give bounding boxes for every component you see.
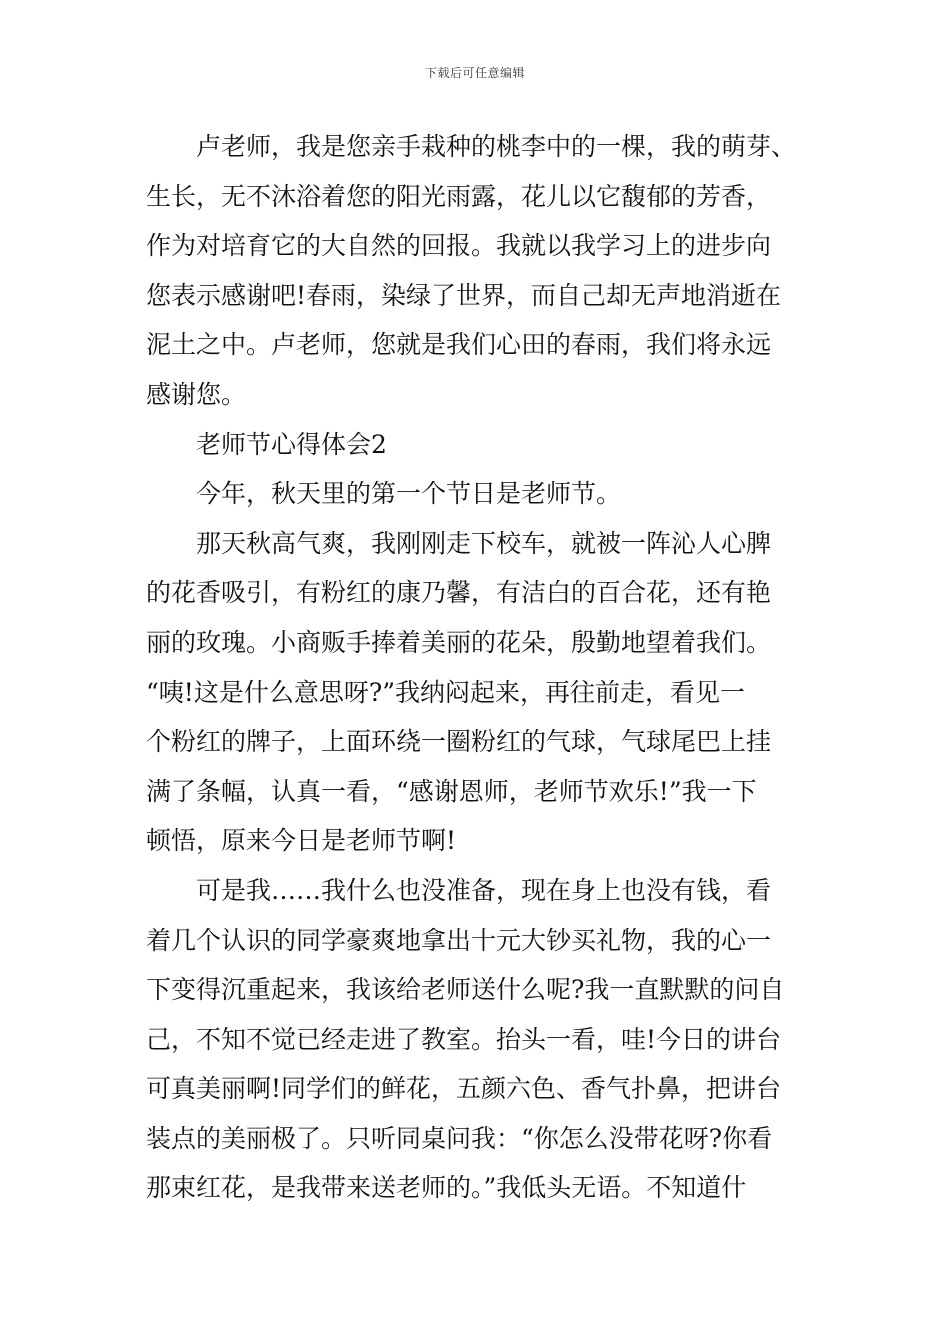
page-header: 下载后可任意编辑: [424, 66, 525, 80]
paragraph-line: 可是我……我什么也没准备，现在身上也没有钱，看: [196, 875, 772, 905]
paragraph-line: 满了条幅，认真一看，“感谢恩师，老师节欢乐!”我一下: [146, 776, 757, 806]
paragraph-line: “咦!这是什么意思呀?”我纳闷起来，再往前走，看见一: [146, 677, 746, 707]
paragraph-line: 着几个认识的同学豪爽地拿出十元大钞买礼物，我的心一: [146, 925, 772, 955]
paragraph-line: 可真美丽啊!同学们的鲜花，五颜六色、香气扑鼻，把讲台: [146, 1074, 782, 1104]
paragraph-line: 己，不知不觉已经走进了教室。抬头一看，哇!今日的讲台: [146, 1024, 782, 1054]
paragraph-line: 您表示感谢吧!春雨，染绿了世界，而自己却无声地消逝在: [146, 280, 782, 310]
paragraph-line: 作为对培育它的大自然的回报。我就以我学习上的进步向: [146, 231, 772, 261]
paragraph-line: 那束红花，是我带来送老师的。”我低头无语。不知道什: [146, 1173, 747, 1203]
section-heading: 老师节心得体会2: [196, 429, 387, 459]
paragraph-line: 感谢您。: [146, 379, 247, 409]
paragraph-line: 顿悟，原来今日是老师节啊!: [146, 826, 457, 856]
paragraph-line: 那天秋高气爽，我刚刚走下校车，就被一阵沁人心脾: [196, 528, 772, 558]
paragraph-line: 泥土之中。卢老师，您就是我们心田的春雨，我们将永远: [146, 330, 772, 360]
document-body: [146, 122, 810, 1213]
paragraph-line: 今年，秋天里的第一个节日是老师节。: [196, 479, 622, 509]
paragraph-line: 生长，无不沐浴着您的阳光雨露，花儿以它馥郁的芳香，: [146, 181, 772, 211]
paragraph-line: 丽的玫瑰。小商贩手捧着美丽的花朵，殷勤地望着我们。: [146, 627, 772, 657]
paragraph-line: 的花香吸引，有粉红的康乃馨，有洁白的百合花，还有艳: [146, 578, 772, 608]
paragraph-line: 卢老师，我是您亲手栽种的桃李中的一棵，我的萌芽、: [196, 132, 797, 161]
paragraph-line: 装点的美丽极了。只听同桌问我：“你怎么没带花呀?你看: [146, 1123, 773, 1153]
paragraph-line: 个粉红的牌子，上面环绕一圈粉红的气球，气球尾巴上挂: [146, 727, 772, 757]
paragraph-line: 下变得沉重起来，我该给老师送什么呢?我一直默默的问自: [146, 975, 785, 1005]
